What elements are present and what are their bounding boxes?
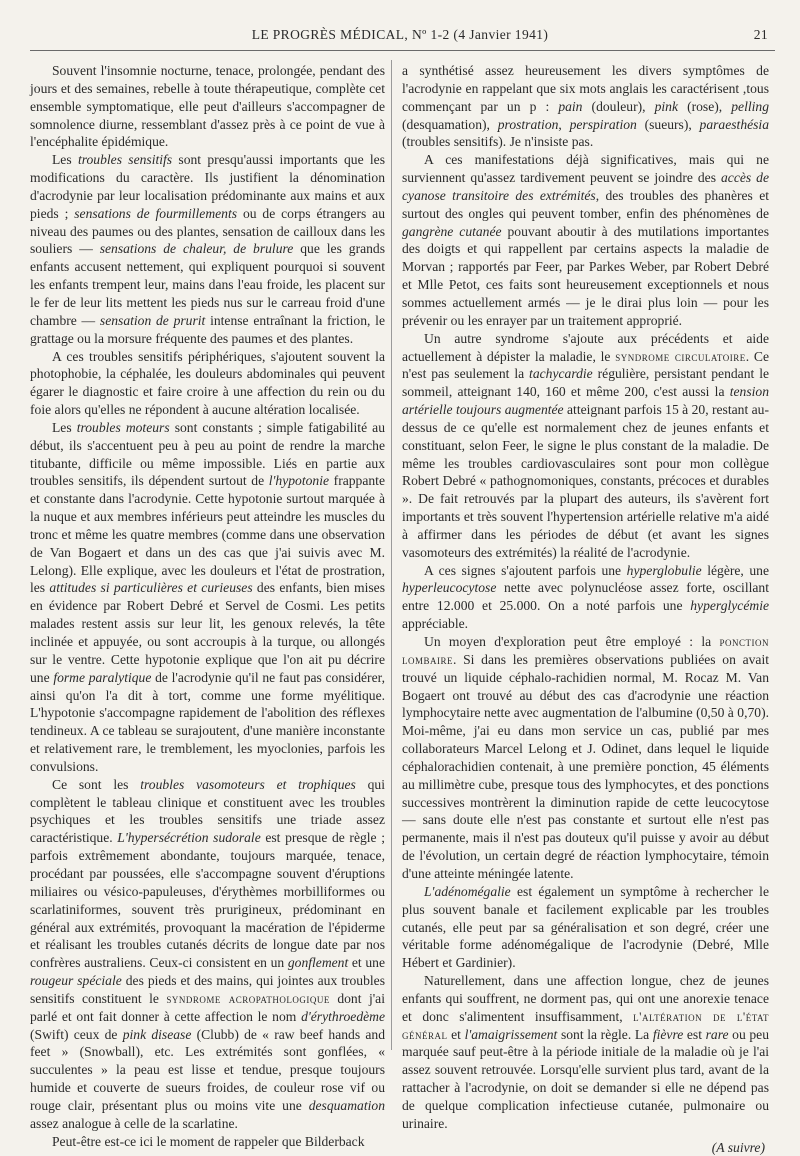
paragraph: A ces signes s'ajoutent parfois une hyperglobulie légère, une hyperleucocytose nette avec polynucléose assez forte, oscillant entre 12.000 et 25.000. On a noté parfois une hyperglycémie appréciable. bbox=[402, 562, 769, 632]
paragraph: Souvent l'insomnie nocturne, tenace, prolongée, pendant des jours et des semaines, rebelle à toute thérapeutique, complète cet ensemble symptomatique, elle peut d'ailleurs s'accompagner de somnolence diurne, ressemblant d'assez près à ce point de vue à l'encéphalite épidémique. bbox=[30, 63, 385, 150]
paragraph: a synthétisé assez heureusement les divers symptômes de l'acrodynie en rappelant que six mots anglais les caractérisent ,tous commençant par un p : pain (douleur), pink (rose), pelling (desquamation), prostration, perspiration (sueurs), paraesthésia (troubles sensitifs). Je n'insiste pas. bbox=[402, 63, 770, 150]
paragraph: Peut-être est-ce ici le moment de rappeler que Bilderback bbox=[52, 1133, 365, 1149]
paragraph: A ces troubles sensitifs périphériques, s'ajoutent souvent la photophobie, la céphalée, les douleurs abdominales qui peuvent égarer le diagnostic et faire croire à une affection du rein ou du foie alors qu'elles ne répondent à aucune altération localisée. bbox=[30, 348, 385, 418]
page-number: 21 bbox=[753, 27, 768, 42]
to-be-continued: (A suivre) bbox=[711, 1139, 765, 1155]
header-rule bbox=[30, 50, 775, 51]
paragraph: Un autre syndrome s'ajoute aux précédents et aide actuellement à dépister la maladie, le syndrome circulatoire. Ce n'est pas seulement la tachycardie régulière, persistant pendant le sommeil, atteignant 140, 160 et même 200, c'est aussi la tension artérielle toujours augmentée atteignant parfois 15 à 20, restant au-dessus de ce qu'elle est normalement chez de jeunes enfants et constituant, selon Feer, le signe le plus constant de la maladie. De même les troubles cardiovasculaires sont pour mon collègue Robert Debré « pathognomoniques, constants, précoces et durables ». De fait retrouvés par la plupart des auteurs, ils s'avèrent fort importants et très souvent l'hypertension artérielle relative m'a aidé à affirmer dans les périodes de début (et avant les signes vasomoteurs des extrémités) la réalité de l'acrodynie. bbox=[402, 330, 770, 560]
paragraph: Ce sont les troubles vasomoteurs et trophiques qui complètent le tableau clinique et constituent avec les troubles psychiques et les troubles sensitifs une triade assez caractéristique. L'hypersécrétion sudorale est presque de règle ; parfois extrêmement abondante, toujours marquée, tenace, procédant par poussées, elle s'accompagne souvent d'éruptions miliaires ou vésico-papuleuses, d'érythèmes morbilliformes ou scarlatiniformes, souvent très prurigineux, prédominant en général aux extrémités, provoquant la macération de l'épiderme et réalisant les troubles cutanés décrits de longue date par nos confrères australiens. Ceux-ci consistent en un gonflement et une rougeur spéciale des pieds et des mains, qui jointes aux troubles sensitifs constituent le syndrome acropathologique dont j'ai parlé et ont fait donner à cette affection le nom d'érythroedème (Swift) ceux de pink disease (Clubb) de « raw beef hands and feet » (Snowball), etc. Les extrémités sont gonflées, « succulentes » la peau est lisse et tendue, presque toujours humide et couverte de sueurs froides, de couleur rose vif ou rouge clair, présentant plus ou moins vite une desquamation assez analogue à celle de la scarlatine. bbox=[30, 776, 386, 1131]
right-column bbox=[402, 62, 769, 1156]
running-header bbox=[30, 27, 770, 47]
journal-title: LE PROGRÈS MÉDICAL, Nº 1-2 (4 Janvier 1941) bbox=[251, 27, 549, 42]
paragraph: Les troubles moteurs sont constants ; simple fatigabilité au début, ils s'accentuent peu à peu au point de rendre la marche titubante, difficile ou même impossible. Liés en partie aux troubles sensitifs, ils dépendent surtout de l'hypotonie frappante et constante dans l'acrodynie. Cette hypotonie surtout marquée à la nuque et aux membres inférieurs peut atteindre les muscles du tronc et même les quatre membres (comme dans une observation de Van Bogaert et dans un des cas que j'ai suivis avec M. Lelong). Elle explique, avec les douleurs et l'état de prostration, les attitudes si particulières et curieuses des enfants, bien mises en évidence par Robert Debré et Servel de Cosmi. Les petits malades restent assis sur leur lit, les genoux relevés, la tête inclinée et appuyée, ou sont accroupis à la turque, ou allongés sur le ventre. Cette hypotonie explique que l'on ait pu décrire une forme paralytique de l'acrodynie qu'il ne faut pas considérer, ainsi qu'on l'a dit à tort, comme une forme myélitique. L'hypotonie s'accompagne rapidement de l'abolition des réflexes tendineux. A ce tableau se surajoutent, d'une manière inconstante et relativement rare, le tremblement, les myoclonies, parfois les convulsions. bbox=[30, 419, 385, 774]
paragraph: Les troubles sensitifs sont presqu'aussi importants que les modifications du caractère. Ils justifient la dénomination d'acrodynie par leur localisation prédominante aux mains et aux pieds ; sensations de fourmillements ou de corps étrangers au niveau des paumes ou des plantes, sensation de cailloux dans les souliers — sensations de chaleur, de brulure que les grands enfants accusent nettement, qui expliquent pourquoi si souvent les enfants trempent leur, mains dans l'eau froide, les placent sur le fer de leur lits mettent les pieds nus sur le carreau froid d'une chambre — sensation de prurit intense entraînant la friction, le grattage ou la morsure fréquente des paumes et des plantes. bbox=[30, 152, 386, 346]
column-divider bbox=[391, 60, 392, 1050]
paragraph: L'adénomégalie est également un symptôme à rechercher le plus souvent banale et facilement explicable par les troubles cutanés, elle peut par sa généralisation et son degré, créer une véritable forme adénomégalique de l'acrodynie (Debré, Mlle Hébert et Gardinier). bbox=[402, 883, 769, 971]
paragraph: Naturellement, dans une affection longue, chez de jeunes enfants qui souffrent, ne dorment pas, qui ont une anorexie tenace et donc s'alimentent insuffisamment, l'altération de l'état général et l'amaigrissement sont la règle. La fièvre est rare ou peu marquée sauf peut-être à la période initiale de la maladie où je l'ai assez souvent retrouvée. Lorsqu'elle survient plus tard, avant de la rattacher à l'acrodynie, on doit se demander si elle ne dépend pas de quelque complication infectieuse cutanée, pulmonaire ou urinaire. bbox=[402, 973, 769, 1131]
paragraph: A ces manifestations déjà significatives, mais qui ne surviennent qu'assez tardivement peuvent se joindre des accès de cyanose transitoire des extrémités, des troubles des phanères et surtout des ongles qui peuvent tomber, enfin des phénomènes de gangrène cutanée pouvant aboutir à des mutilations importantes des doigts et qui rappellent par certains aspects la maladie de Morvan ; rapportés par Feer, par Parkes Weber, par Robert Debré et Mlle Petot, ces faits sont heureusement exceptionnels et nous sommes actuellement armés — je le dirai plus loin — pour les prévenir ou les enrayer par un traitement approprié. bbox=[402, 152, 770, 328]
left-column bbox=[30, 62, 385, 1150]
paragraph: Un moyen d'exploration peut être employé : la ponction lombaire. Si dans les premières observations publiées on avait trouvé un liquide céphalo-rachidien normal, M. Rocaz M. Van Bogaert ont trouvé au début des cas d'acrodynie une réaction lymphocytaire nette avec augmentation de l'albumine (0,50 à 0,70). Moi-même, j'ai eu dans mon service un cas, publié par mes collaborateurs Marcel Lelong et J. Odinet, dans lequel le liquide céphalorachidien contenait, à une première ponction, 45 éléments au millimètre cube, presque tous des lymphocytes, et des ponctions successives montrèrent la diminution rapide de cette leucocytose — sans doute elle n'est pas constante et surtout elle n'est pas permanente, mais il n'est pas douteux qu'il puisse y avoir au début de l'évolution, un certain degré de réaction lymphocytaire, témoin d'une atteinte méningée latente. bbox=[402, 634, 769, 881]
